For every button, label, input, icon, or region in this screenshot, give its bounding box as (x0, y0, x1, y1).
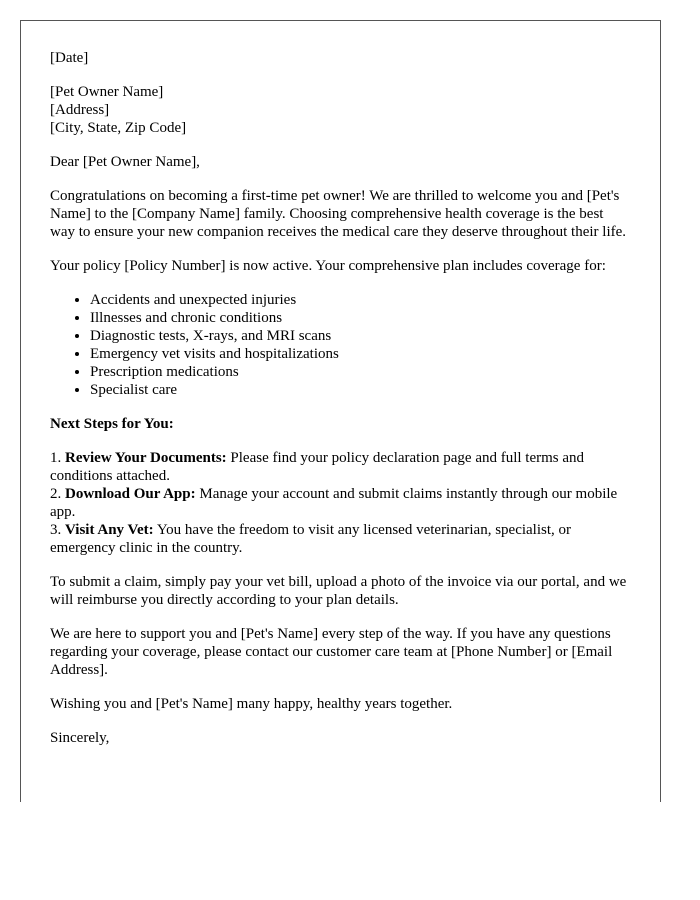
recipient-city-state-zip: [City, State, Zip Code] (50, 120, 187, 136)
step-number: 1. (50, 450, 62, 466)
salutation: Dear [Pet Owner Name], (50, 154, 200, 170)
claim-paragraph: To submit a claim, simply pay your vet bill, upload a photo of the invoice via our portal, and we will reimburse you directly according to your plan details. (50, 574, 627, 608)
step-text: Manage your account and submit claims instantly through our mobile app. (50, 486, 618, 520)
step-text: You have the freedom to visit any licensed veterinarian, specialist, or emergency clinic in the country. (50, 522, 572, 556)
step-title: Visit Any Vet: (65, 522, 154, 538)
next-steps-heading-text: Next Steps for You: (50, 416, 174, 432)
step-title: Review Your Documents: (65, 450, 227, 466)
recipient-address-block (50, 83, 632, 137)
step-title: Download Our App: (65, 486, 196, 502)
list-item: • Diagnostic tests, X-rays, and MRI scans (90, 327, 632, 345)
intro-paragraph: Congratulations on becoming a first-time pet owner! We are thrilled to welcome you and [Pet's Name] to the [Company Name] family. Choosing comprehensive health coverage is the best way to ensure your new companion receives the medical care they deserve throughout their life. (50, 188, 627, 240)
step-number: 3. (50, 522, 62, 538)
step-text: Please find your policy declaration page and full terms and conditions attached. (50, 450, 585, 484)
coverage-list (50, 291, 632, 399)
list-item: • Specialist care (90, 381, 632, 399)
letter-date: [Date] (50, 50, 89, 66)
step-number: 2. (50, 486, 62, 502)
step-item (50, 521, 632, 557)
wishes-paragraph: Wishing you and [Pet's Name] many happy, healthy years together. (50, 696, 453, 712)
step-item (50, 485, 632, 521)
policy-paragraph: Your policy [Policy Number] is now active. Your comprehensive plan includes coverage for: (50, 258, 606, 274)
list-item: • Accidents and unexpected injuries (90, 291, 632, 309)
step-item (50, 449, 632, 485)
letter-page (20, 20, 661, 802)
list-item: • Emergency vet visits and hospitalizations (90, 345, 632, 363)
list-item: • Prescription medications (90, 363, 632, 381)
support-paragraph: We are here to support you and [Pet's Name] every step of the way. If you have any questions regarding your coverage, please contact our customer care team at [Phone Number] or [Email Address]. (50, 626, 613, 678)
next-steps-list (50, 449, 632, 557)
list-item: • Illnesses and chronic conditions (90, 309, 632, 327)
next-steps-heading (50, 415, 632, 433)
closing: Sincerely, (50, 730, 110, 746)
recipient-address: [Address] (50, 102, 110, 118)
recipient-name: [Pet Owner Name] (50, 84, 164, 100)
